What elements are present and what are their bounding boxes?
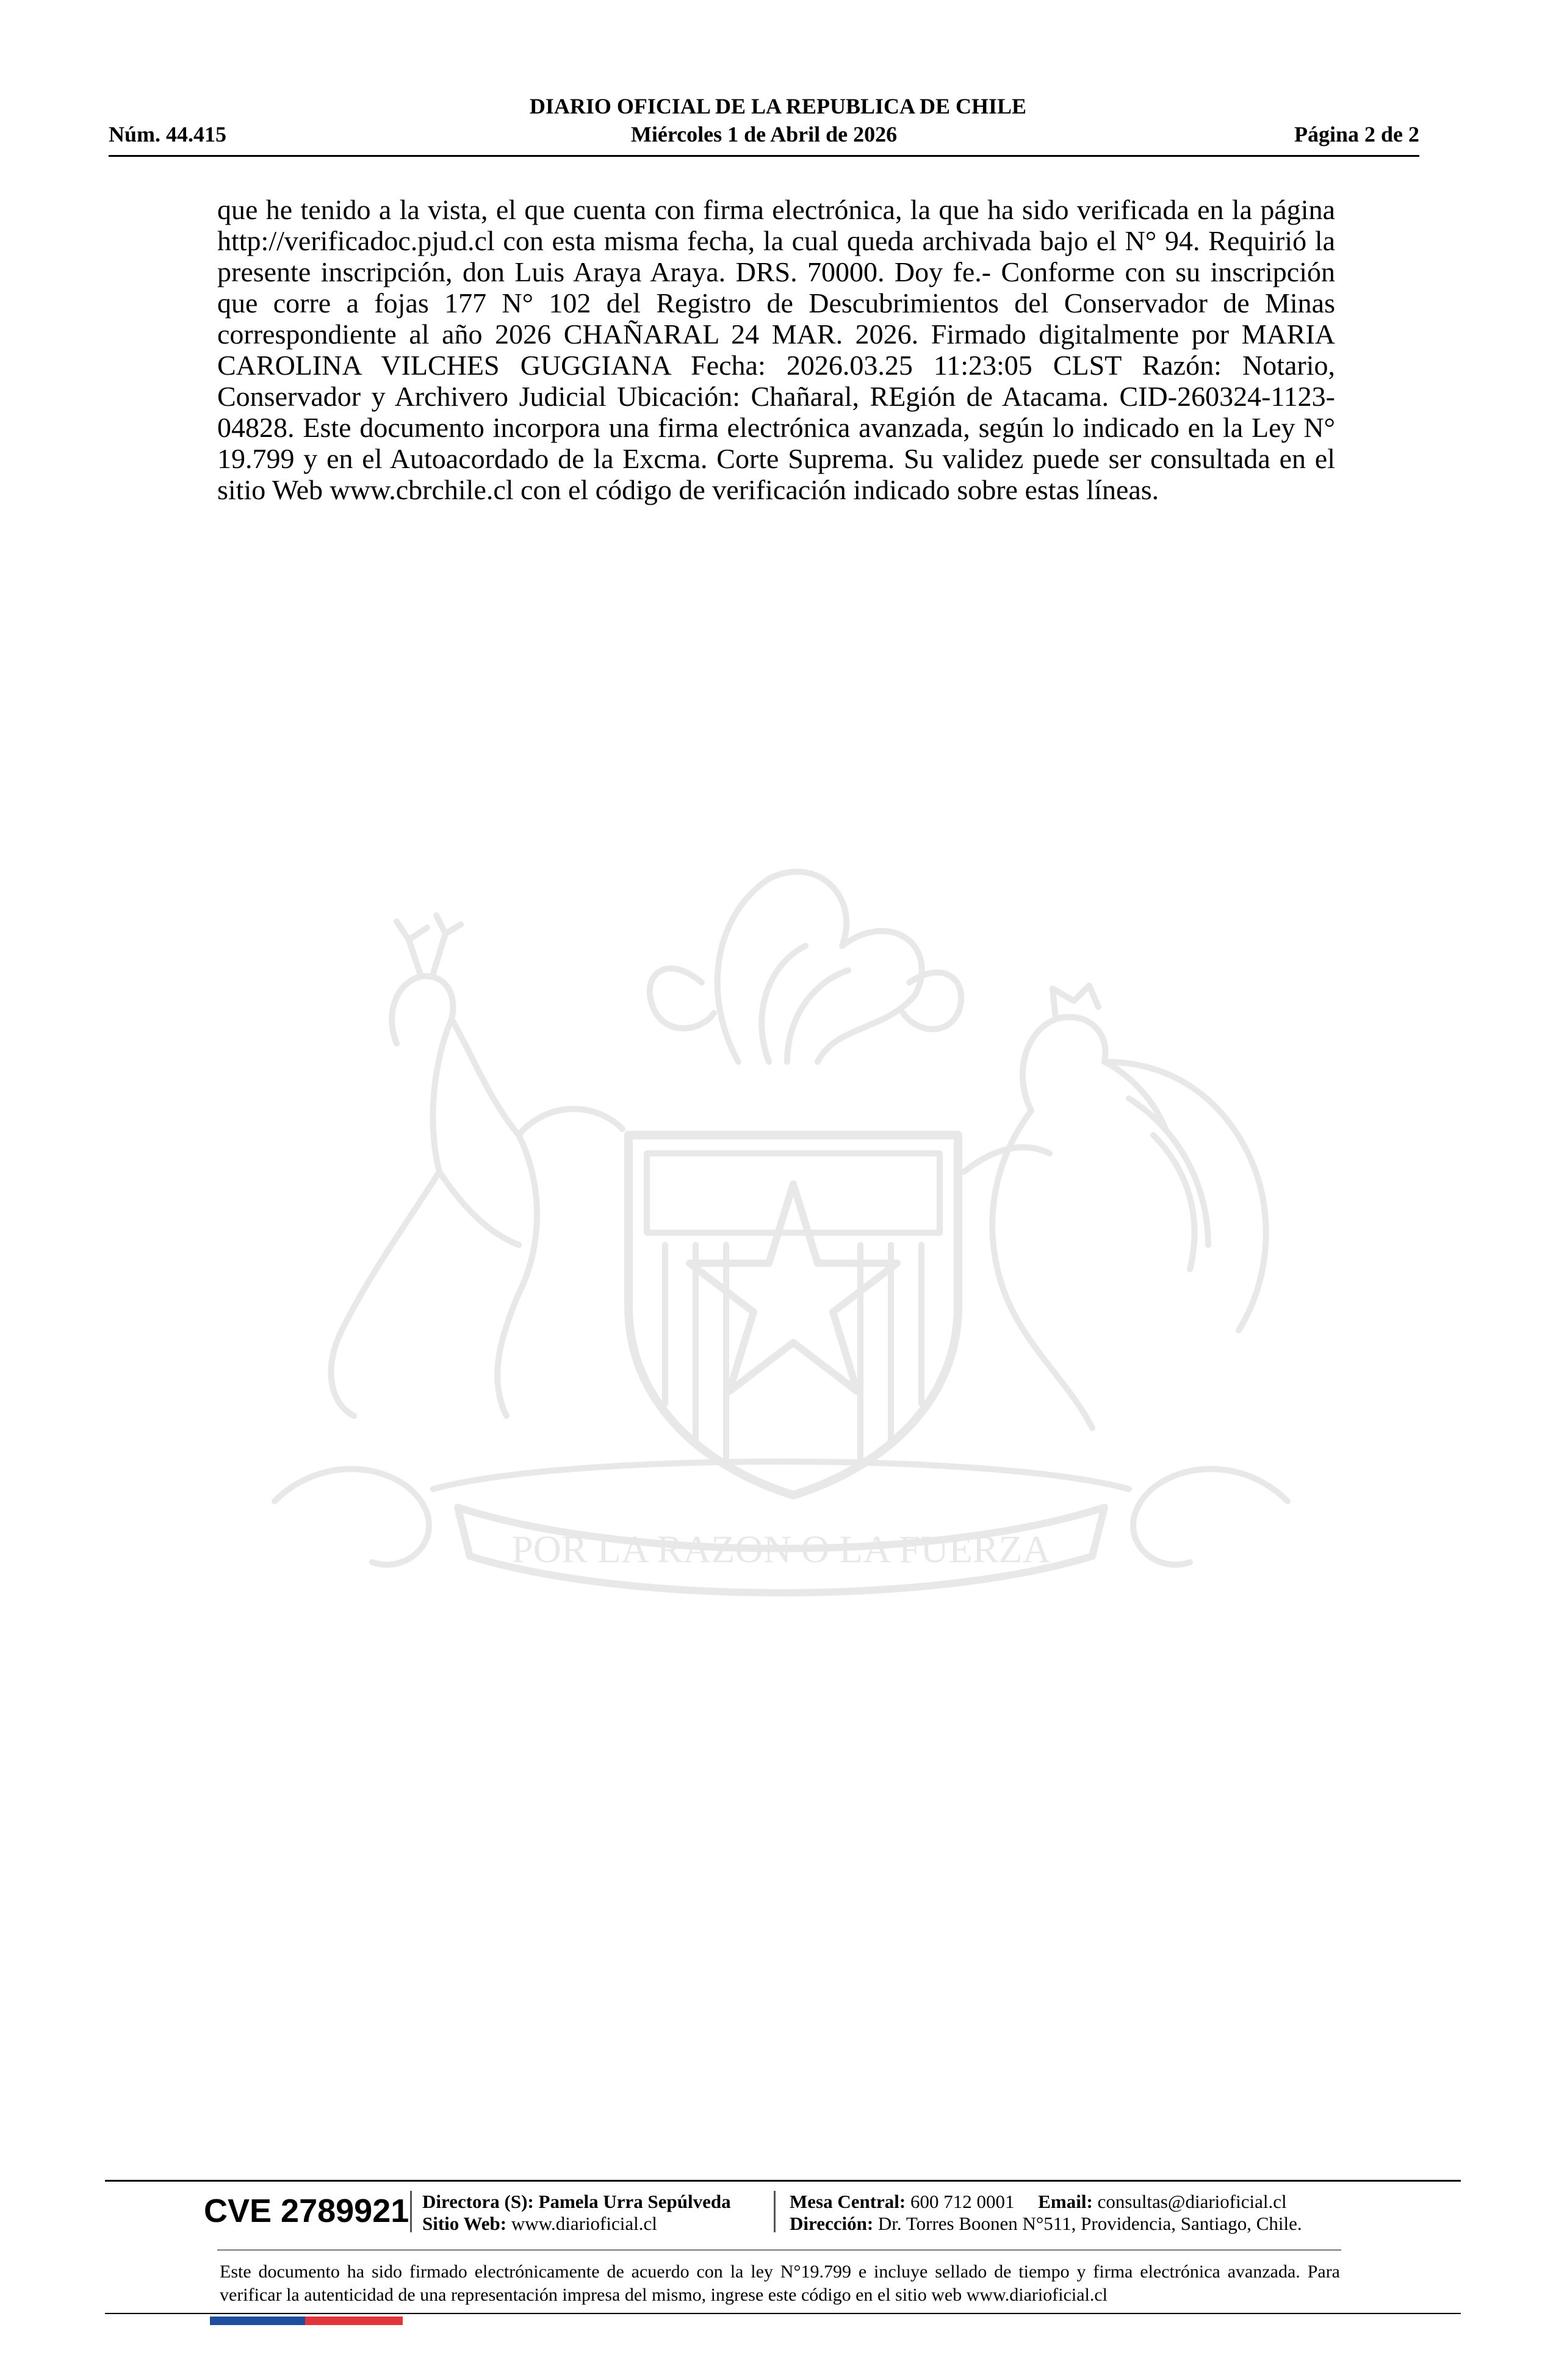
website-link[interactable]: www.diarioficial.cl (511, 2213, 657, 2234)
issue-number: Núm. 44.415 (109, 122, 227, 146)
watermark-motto: POR LA RAZON O LA FUERZA (511, 1527, 1051, 1571)
flag-stripe-red (305, 2317, 403, 2325)
footer-separator-left (410, 2191, 412, 2232)
footer-divider-bottom (105, 2313, 1461, 2314)
coat-of-arms-watermark (201, 842, 1361, 1684)
director-name: Pamela Urra Sepúlveda (538, 2191, 731, 2212)
director-label: Directora (S): (422, 2191, 534, 2212)
footer-divider-top (105, 2180, 1461, 2182)
website-label: Sitio Web: (422, 2213, 507, 2234)
phone-number: 600 712 0001 (910, 2191, 1015, 2212)
footer-divider-middle (217, 2249, 1341, 2251)
footer-signature-note: Este documento ha sido firmado electrónicamente de acuerdo con la ley N°19.799 e incluye sellado de tiempo y firma electrónica avanzada. Para verificar la autenticidad de una representación impresa del mismo, ingrese este código en el sitio web www.diarioficial.cl (220, 2262, 1340, 2305)
header-divider (109, 155, 1419, 157)
page-number: Página 2 de 2 (1294, 122, 1419, 146)
address-text: Dr. Torres Boonen N°511, Providencia, Santiago, Chile. (877, 2213, 1302, 2234)
gazette-title: DIARIO OFICIAL DE LA REPUBLICA DE CHILE (529, 94, 1027, 118)
email-label: Email: (1038, 2191, 1093, 2212)
phone-label: Mesa Central: (790, 2191, 906, 2212)
cve-code: CVE 2789921 (204, 2193, 409, 2229)
footer-contact-block (790, 2191, 1302, 2235)
flag-stripe-blue (210, 2317, 305, 2325)
body-paragraph: que he tenido a la vista, el que cuenta con firma electrónica, la que ha sido verificada en la página http://verificadoc.pjud.cl con esta misma fecha, la cual queda archivada bajo el N° 94. Requirió la presente inscripción, don Luis Araya Araya. DRS. 70000. Doy fe.- Conforme con su inscripción que corre a fojas 177 N° 102 del Registro de Descubrimientos del Conservador de Minas correspondiente al año 2026 CHAÑARAL 24 MAR. 2026. Firmado digitalmente por MARIA CAROLINA VILCHES GUGGIANA Fecha: 2026.03.25 11:23:05 CLST Razón: Notario, Conservador y Archivero Judicial Ubicación: Chañaral, REgión de Atacama. CID-260324-1123-04828. Este documento incorpora una firma electrónica avanzada, según lo indicado en la Ley N° 19.799 y en el Autoacordado de la Excma. Corte Suprema. Su validez puede ser consultada en el sitio Web www.cbrchile.cl con el código de verificación indicado sobre estas líneas. (217, 194, 1335, 505)
address-label: Dirección: (790, 2213, 874, 2234)
issue-date: Miércoles 1 de Abril de 2026 (630, 122, 898, 146)
header-row (109, 121, 1419, 149)
footer-director-block (422, 2191, 731, 2235)
footer-separator-right (774, 2191, 776, 2232)
email-link[interactable]: consultas@diarioficial.cl (1097, 2191, 1287, 2212)
